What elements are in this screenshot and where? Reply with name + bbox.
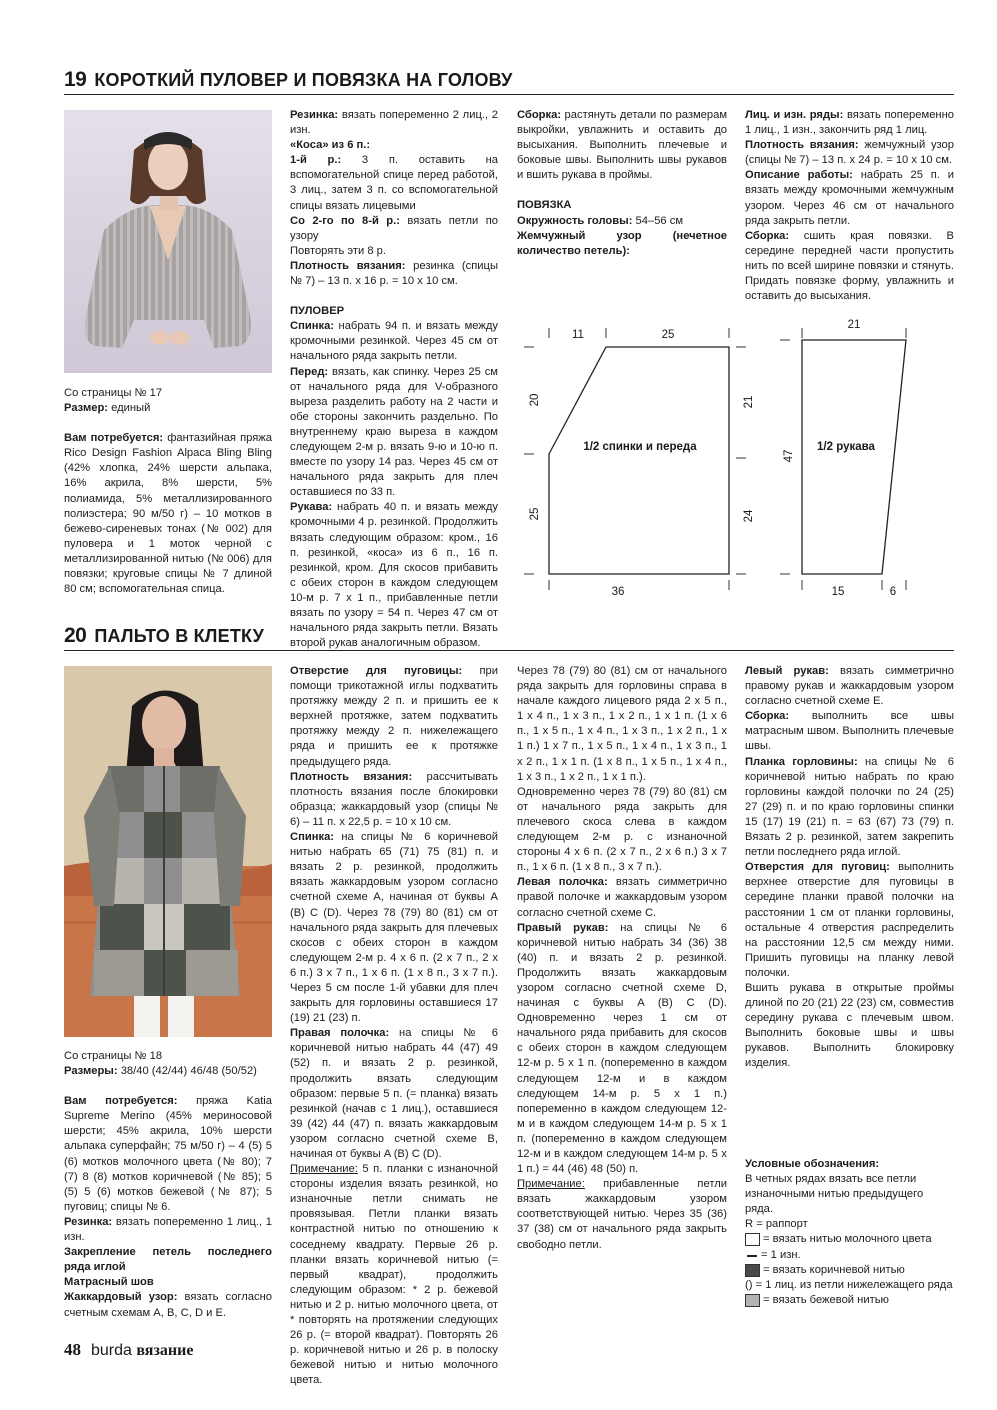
s20-lsleeve-label: Левый рукав: <box>745 665 829 677</box>
s19-column-3 <box>517 108 727 259</box>
s20-need-label: Вам потребуется: <box>64 1095 178 1108</box>
s20-note-text: 5 п. планки с изнаночной стороны изделия вязать резинкой, но изнаночные петли снимать не провязывая. Петли планки вязать контрастной нитью по отношению к соседнему квадрату. Первые 26 р. планки вязать коричневой нитью (= первый квадрат), продолжить следующим образом: * 2 р. бежевой нитью и 2 р. нитью молочного цвета, от * повторять на протяжении следующих 26 р. (= второй квадрат). Повторять 26 р. коричневой нитью и 26 р. в полоску бежевой нитью и нитью молочного цвета. <box>290 1163 498 1387</box>
page-number: 48 <box>64 1340 81 1359</box>
section-19-number: 19 <box>64 68 87 91</box>
s20-sizes-label: Размеры: <box>64 1065 118 1078</box>
s20-note2-text: прибавленные петли вязать жаккардовым узором соответствующей нитью. Через 35 (36) 37 (38) см от начального ряда закрыть свободно петли. <box>517 1178 727 1251</box>
dash-symbol-icon <box>747 1255 757 1257</box>
legend-white: = вязать нитью молочного цвета <box>763 1233 932 1246</box>
grey-swatch-icon <box>745 1294 760 1307</box>
s20-neckband-text: на спицы № 6 коричневой нитью набрать по краю горловины каждой полочки по 24 (25) 27 (29) п. и по краю горловины спинки 15 (17) 19 (21) п. = 63 (67) 73 (79) п. Вязать 2 р. резинкой, затем закрепить петли последнего ряда иглой. <box>745 755 954 859</box>
s19-cable-r1-text: 3 п. оставить на вспомогательной спице перед работой, 3 лиц., затем 3 п. со вспомогательной спицы вязать лицевыми <box>290 154 499 212</box>
s19-cable-label: «Коса» из 6 п.: <box>290 139 371 152</box>
sleeve-dim-bottom-left: 15 <box>831 586 845 598</box>
dim-top-left: 11 <box>572 329 584 341</box>
s20-jacquard-label: Жаккардовый узор: <box>64 1291 178 1304</box>
s19-gauge2-text: жемчужный узор (спицы № 7) – 13 п. х 24 р. = 10 х 10 см. <box>745 139 954 167</box>
sleeve-dim-top: 21 <box>847 319 861 331</box>
sleeve-label: 1/2 рукава <box>817 441 875 453</box>
s20-column-2 <box>290 664 498 1389</box>
s19-info-column <box>64 386 272 597</box>
s19-assembly-label: Сборка: <box>517 109 562 121</box>
s20-buttonhole-text: при помощи трикотажной иглы подхватить протяжку между 2 п. и пришить ее к верхней протяжке, затем подхватить протяжку между 2 п. нижележащего ряда и пришить ее к протяжке предыдущего ряда. <box>290 665 498 768</box>
legend-white-row <box>745 1232 954 1247</box>
s19-assembly2-label: Сборка: <box>745 229 790 242</box>
s20-lfront-label: Левая полочка: <box>517 876 608 889</box>
s20-rfront-label: Правая полочка: <box>290 1027 390 1040</box>
s20-from-page: Со страницы № 18 <box>64 1050 163 1062</box>
s19-seed-row-label: Лиц. и изн. ряды: <box>745 109 844 121</box>
legend <box>745 1157 954 1308</box>
page-footer <box>64 1340 193 1360</box>
s20-holes-label: Отверстия для пуговиц: <box>745 861 890 874</box>
s20-rfront-text: на спицы № 6 коричневой нитью набрать 44 (47) 49 (52) п. и вязать 2 р. резинкой, продолжить вязать следующим образом: первые 5 п. (= планка) вязать резинкой (начав с 1 лиц.), оставшиеся 39 (42) 44 (47) п. вязать жаккардовым узором согласно счетной схеме B, начиная от буквы A (B) C (D). <box>290 1027 498 1160</box>
pullover-photo <box>64 110 272 373</box>
sleeve-dim-bottom-right: 6 <box>889 586 897 598</box>
s19-seed-label: Жемчужный узор (нечетное количество петель): <box>517 229 727 257</box>
legend-loop: () = 1 лиц. из петли нижележащего ряда <box>745 1278 953 1291</box>
section-20-title: ПАЛЬТО В КЛЕТКУ <box>94 626 265 646</box>
section-19-header <box>64 68 954 95</box>
s19-size-value: единый <box>111 402 151 415</box>
s20-assembly-text: выполнить все швы матрасным швом. Выполнить плечевые швы. <box>745 710 954 753</box>
s20-need-text: пряжа Katia Supreme Merino (45% мериносовой шерсти; 45% акрила, 10% шерсти альпака суперфайн; 75 м/50 г) – 4 (5) 5 (6) мотков молочного цвета (№ 80); 7 (7) 8 (8) мотков коричневой (№ 85); 5 (5) 5 (6) мотков бежевой (№ 87); 5 пуговиц; спицы № 6. <box>64 1095 273 1213</box>
dark-swatch-icon <box>745 1264 760 1277</box>
s20-finish-text: Вшить рукава в открытые проймы длиной по 20 (21) 22 (23) см, совместив середину рукава с плечевым швом. Выполнить боковые швы и швы рукавов. Выполнить блокировку изделия. <box>745 981 954 1070</box>
s19-front-label: Перед: <box>290 365 329 378</box>
s20-gauge-label: Плотность вязания: <box>290 770 413 783</box>
s20-sizes-value: 38/40 (42/44) 46/48 (50/52) <box>120 1065 257 1078</box>
s20-rsleeve-label: Правый рукав: <box>517 921 609 934</box>
s20-jacquard-text: вязать согласно счетным схемам A, B, C, D и E. <box>64 1291 272 1319</box>
legend-dash: = 1 изн. <box>761 1248 801 1261</box>
s19-gauge-label: Плотность вязания: <box>290 259 406 272</box>
s19-headband-heading: ПОВЯЗКА <box>517 199 572 212</box>
s19-need-label: Вам потребуется: <box>64 432 164 445</box>
magazine-name <box>91 1342 193 1360</box>
dim-bottom: 36 <box>611 586 625 598</box>
s19-size-label: Размер: <box>64 402 109 415</box>
s20-note2-label: Примечание: <box>517 1178 585 1191</box>
s20-shoulder-text: Одновременно через 78 (79) 80 (81) см от начального ряда закрыть для плечевого скоса слева в каждом следующем 2-м р. с изнаночной стороны 4 х 6 п. (2 х 7 п., 2 х 6 п.) 3 х 7 п., 1 х 6 п. (1 х 8 п., 3 х 7 п.). <box>517 785 727 874</box>
s19-cable-repeat: Повторять эти 8 р. <box>290 244 386 257</box>
sleeve-outline <box>802 340 906 574</box>
s20-column-4 <box>745 664 954 1072</box>
s20-back-text: на спицы № 6 коричневой нитью набрать 65 (71) 75 (81) п. и вязать 2 р. резинкой, продолжить вязать жаккардовым узором согласно счетной схеме A, начиная от буквы A (B) C (D). Через 78 (79) 80 (81) см от начального ряда закрыть для плечевых скосов с обеих сторон в каждом следующем 2-м р. 4 х 6 п. (2 х 7 п., 2 х 6 п.) 3 х 7 п., 1 х 6 п. (1 х 8 п., 3 х 7 п.). Через 5 см после 1-й убавки для плеч закрыть для горловины оставшиеся 17 (19) 21 (23) п. <box>290 831 498 1025</box>
s20-lfront-text: вязать симметрично правой полочке и жаккардовым узором согласно счетной схеме C. <box>517 876 727 919</box>
sleeve-schematic <box>776 318 956 608</box>
legend-grey: = вязать бежевой нитью <box>763 1293 889 1306</box>
section-20-header <box>64 624 954 651</box>
s19-rib-label: Резинка: <box>290 109 339 121</box>
s19-front-text: вязать, как спинку. Через 25 см от начального ряда для V-образного выреза разделить работу на 2 части и обе стороны закончить раздельно. По внутреннему краю выреза в каждом следующем 2-м р. вязать 9-ю и 10-ю п. вместе по узору 14 раз. Через 45 см от начального ряда закрыть для плеч оставшиеся по 33 п. <box>290 365 498 499</box>
s20-rib-label: Резинка: <box>64 1215 113 1228</box>
body-outline <box>549 347 729 574</box>
s19-work-label: Описание работы: <box>745 169 853 182</box>
legend-dark: = вязать коричневой нитью <box>763 1263 905 1276</box>
s19-column-4 <box>745 108 954 304</box>
coat-check-pattern <box>84 766 246 996</box>
dim-left-lower: 25 <box>529 507 541 521</box>
s20-note-label: Примечание: <box>290 1163 358 1176</box>
body-schematic <box>516 318 756 608</box>
s19-need-text: фантазийная пряжа Rico Design Fashion Alpaca Bling Bling (42% хлопка, 24% шерсти альпака, 16% акрила, 8% шерсти, 5% полиамида, 5% металлизированного полиэстера; 90 м/50 г) – 10 мотков в бежево-сиреневых тонах (№ 002) для пуловера и 1 моток черной с металлизированной нитью (№ 006) для повязки; круговые спицы № 7 длиной 80 см; вспомогательная спица. <box>64 432 273 596</box>
s20-buttonhole-label: Отверстие для пуговицы: <box>290 665 463 677</box>
s19-cable-r2-text: вязать петли по узору <box>290 214 498 242</box>
s19-column-2 <box>290 108 498 651</box>
s19-rib-text: вязать попеременно 2 лиц., 2 изн. <box>290 109 498 137</box>
dim-top-right: 25 <box>661 329 675 341</box>
s20-back-label: Спинка: <box>290 831 335 844</box>
s19-back-text: набрать 94 п. и вязать между кромочными резинкой. Через 45 см от начального ряда закрыть петли. <box>290 320 499 363</box>
s20-mattress-label: Матрасный шов <box>64 1276 154 1289</box>
s20-rib-text: вязать попеременно 1 лиц., 1 изн. <box>64 1215 272 1244</box>
legend-grey-row <box>745 1293 954 1308</box>
s19-assembly2-text: сшить края повязки. В середине передней части пропустить нить по всей ширине повязки и стянуть. Придать повязке форму, увлажнить и оставить до высыхания. <box>745 229 955 303</box>
s20-bindoff-label: Закрепление петель последнего ряда иглой <box>64 1246 272 1274</box>
dim-left-upper: 20 <box>529 393 541 407</box>
s19-pullover-heading: ПУЛОВЕР <box>290 305 345 318</box>
body-label: 1/2 спинки и переда <box>583 441 697 453</box>
legend-title: Условные обозначения: <box>745 1158 880 1170</box>
s19-cable-r1-label: 1-й р.: <box>290 154 342 167</box>
s19-head-label: Окружность головы: <box>517 214 633 227</box>
s19-back-label: Спинка: <box>290 320 335 333</box>
s20-gauge-text: рассчитывать плотность вязания после блокировки образца; жаккардовый узор (спицы № 6) – 11 п. х 22,5 р. = 10 х 10 см. <box>290 770 498 828</box>
s19-sleeves-text: набрать 40 п. и вязать между кромочными 4 р. резинкой. Продолжить вязать следующим образом: кром., 16 п. резинкой, «коса» из 6 п., 16 п. резинкой, кром. Для скосов прибавить с обеих сторон в каждом следующем 10-м р. 7 х 1 п., прибавленные петли вязать по узору = 54 п. Через 47 см от начального ряда закрыть петли. Вязать второй рукав аналогичным образом. <box>290 501 499 650</box>
s20-holes-text: выполнить верхнее отверстие для пуговицы в середине планки правой полочки на расстоянии 1 см от планки горловины, остальные 4 отверстия распределить на расстоянии 12,5 см между ними. Пришить пуговицы на планку левой полочки. <box>745 861 954 979</box>
s19-cable-r2-label: Со 2-го по 8-й р.: <box>290 214 400 227</box>
brand-name: burda <box>91 1342 132 1359</box>
s19-assembly-text: растянуть детали по размерам выкройки, увлажнить и оставить до высыхания. Выполнить плечевые и боковые швы. Выполнить швы рукавов и вшить рукава в проймы. <box>517 109 728 182</box>
white-swatch-icon <box>745 1233 760 1246</box>
s19-head-text: 54–56 см <box>635 214 684 227</box>
section-19-title: КОРОТКИЙ ПУЛОВЕР И ПОВЯЗКА НА ГОЛОВУ <box>94 70 513 90</box>
s20-rsleeve-text: на спицы № 6 коричневой нитью набрать 34 (36) 38 (40) п. и вязать 2 р. резинкой. Продолжить вязать жаккардовым узором согласно счетной схеме D, начиная с буквы A (B) C (D). Одновременно через 1 см от начального ряда прибавить для скосов с обеих сторон в каждом следующем 12-м р. 5 х 1 п. (попеременно в каждом следующем 12-м и в каждом следующем 14-м р. 5 х 1 п.) попеременно в каждом следующем 12-м и в каждом следующем 14-м р. 5 х 1 п. (попеременно в каждом следующем 12-м и в каждом следующем 14-м р. 5 х 1 п.) = 44 (46) 48 (50) п. <box>517 921 727 1176</box>
s19-gauge-text: резинка (спицы № 7) – 13 п. х 16 р. = 10 х 10 см. <box>290 259 498 288</box>
dim-right-upper: 21 <box>743 395 755 409</box>
legend-intro: В четных рядах вязать все петли изнаночными нитью предыдущего ряда. <box>745 1173 924 1216</box>
s20-neckband-label: Планка горловины: <box>745 755 858 768</box>
s20-column-3 <box>517 664 727 1253</box>
s19-from-page: Со страницы № 17 <box>64 387 163 399</box>
magazine-title: вязание <box>136 1342 194 1359</box>
legend-dark-row <box>745 1263 954 1278</box>
dim-right-lower: 24 <box>743 509 755 523</box>
s20-assembly-label: Сборка: <box>745 710 790 723</box>
s19-gauge2-label: Плотность вязания: <box>745 139 859 152</box>
s19-sleeves-label: Рукава: <box>290 501 333 514</box>
s20-info-column <box>64 1049 272 1321</box>
sleeve-dim-left: 47 <box>783 449 795 463</box>
legend-r: R = раппорт <box>745 1218 808 1231</box>
legend-dash-row <box>745 1248 954 1263</box>
s20-lsleeve-text: вязать симметрично правому рукав и жаккардовым узором согласно счетной схеме E. <box>745 665 954 708</box>
section-20-number: 20 <box>64 624 87 647</box>
s20-neck-text: Через 78 (79) 80 (81) см от начального ряда закрыть для горловины справа в начале каждого лицевого ряда 2 х 5 п., 1 х 4 п., 1 х 3 п., 1 х 2 п., 1 х 1 п. (1 х 6 п., 1 х 5 п., 1 х 4 п., 1 х 3 п., 1 х 2 п., 1 х 1 п.) 1 х 7 п., 1 х 5 п., 1 х 4 п., 1 х 3 п., 1 х 2 п., 1 х 1 п. (1 х 8 п., 1 х 5 п., 1 х 4 п., 1 х 3 п., 1 х 2 п., 1 х 1 п.). <box>517 665 727 783</box>
coat-photo <box>64 666 272 1037</box>
s19-work-text: набрать 25 п. и вязать между кромочными жемчужным узором. Через 46 см от начального ряда закрыть петли. <box>745 169 954 227</box>
s19-seed-row-text: вязать попеременно 1 лиц., 1 изн., закончить ряд 1 лиц. <box>745 109 954 137</box>
